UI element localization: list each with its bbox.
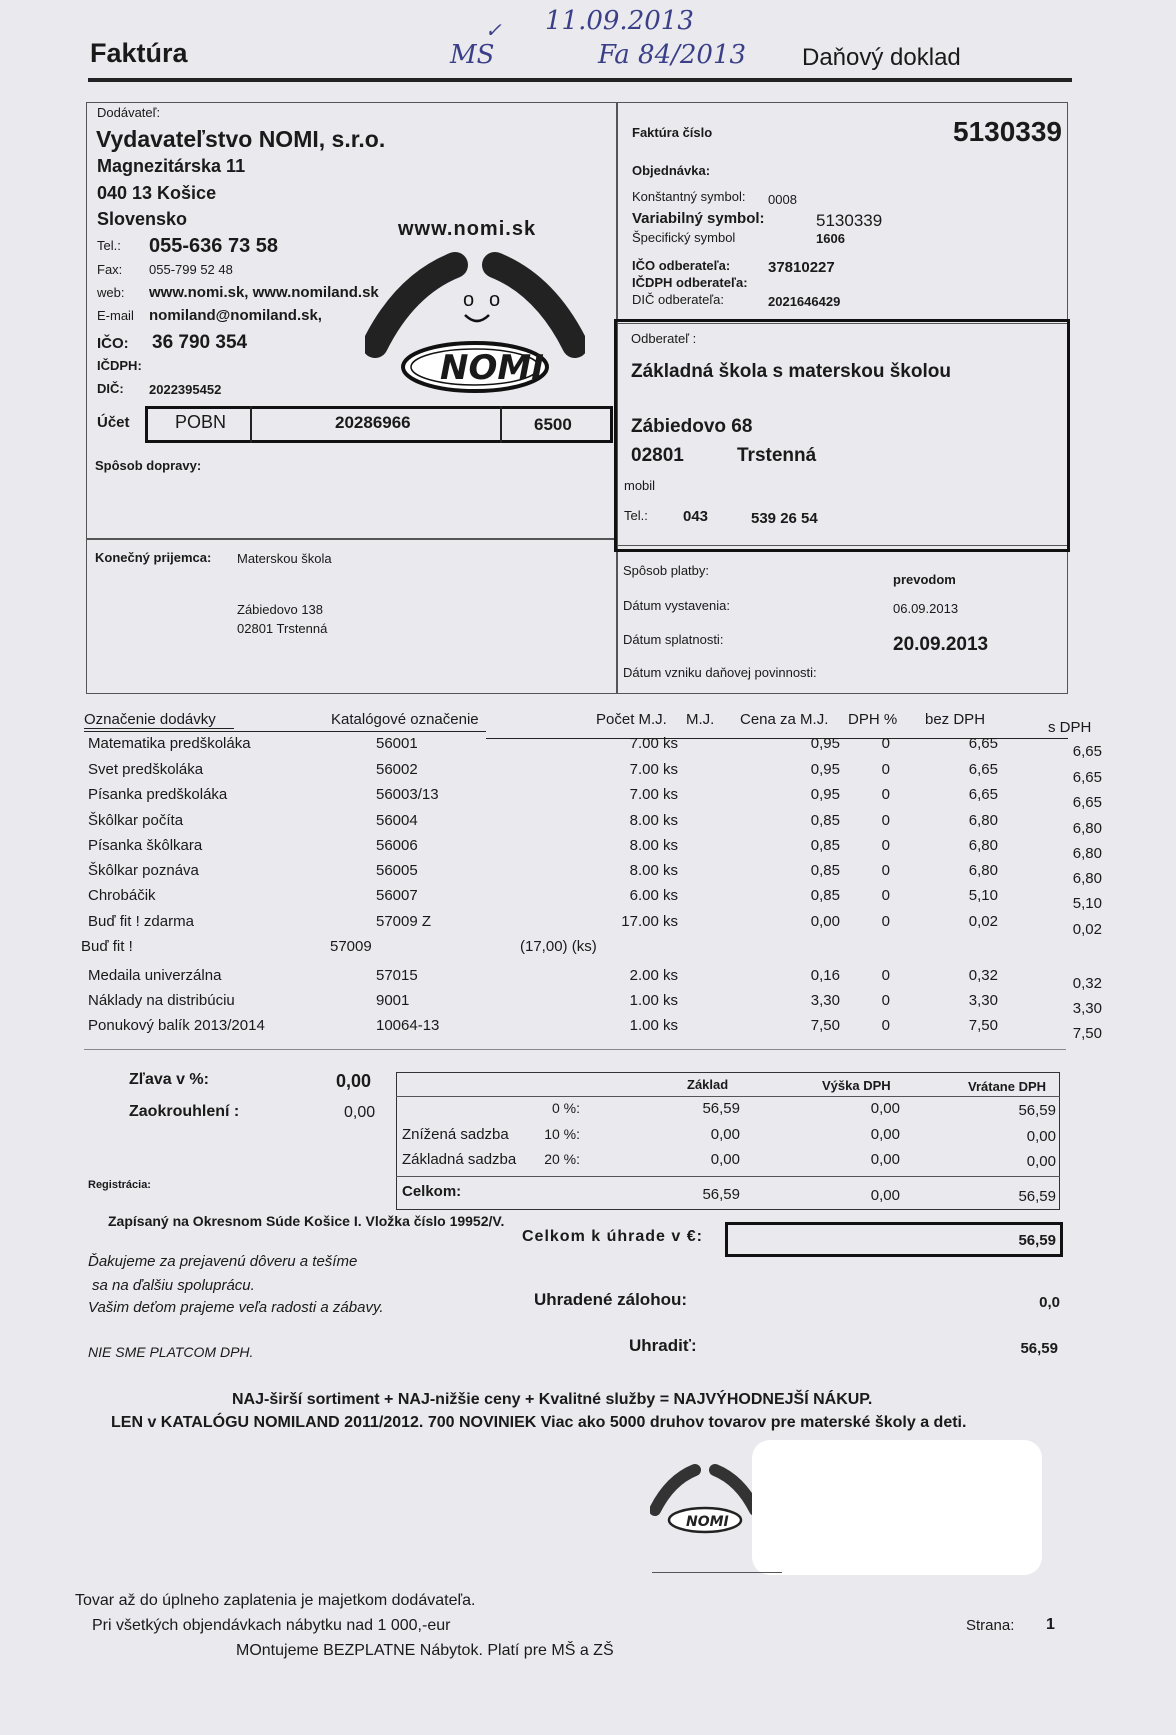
item-qty: 8.00 ks — [629, 837, 678, 854]
handwritten-date: 11.09.2013 — [545, 6, 694, 36]
item-price: 0,85 — [810, 862, 840, 879]
item-vat: 0 — [881, 735, 890, 752]
var-symbol-label: Variabilný symbol: — [632, 210, 765, 227]
transport-label: Spôsob dopravy: — [95, 458, 202, 473]
item-net: 5,10 — [968, 887, 998, 904]
vat-header-base: Základ — [687, 1077, 729, 1092]
item-gross: 3,30 — [1072, 1000, 1102, 1017]
var-symbol: 5130339 — [816, 211, 883, 230]
vat-row-rate: 20 %: — [544, 1151, 580, 1167]
item-code: 56002 — [376, 761, 418, 778]
customer-zip: 02801 — [631, 445, 684, 466]
item-gross: 6,80 — [1072, 820, 1102, 837]
bank-name: POBN — [175, 412, 227, 432]
item-qty: 6.00 ks — [629, 887, 678, 904]
vat-row-vat: 0,00 — [870, 1126, 900, 1143]
table-row — [0, 862, 1176, 886]
item-vat: 0 — [881, 967, 890, 984]
item-code: 56006 — [376, 837, 418, 854]
item-price: 3,30 — [810, 992, 840, 1009]
handwritten-ref: Fa 84/2013 — [598, 40, 747, 70]
item-net: 0,32 — [968, 967, 998, 984]
const-symbol: 0008 — [768, 192, 797, 207]
footer-line-3: MOntujeme BEZPLATNE Nábytok. Platí pre MŠ a ZŠ — [236, 1642, 614, 1659]
item-name: Chrobáčik — [88, 887, 156, 904]
vat-row-label: Základná sadzba — [402, 1151, 517, 1168]
due-date: 20.09.2013 — [893, 634, 989, 655]
vat-summary-divider — [396, 1096, 1060, 1097]
item-qty: 1.00 ks — [629, 992, 678, 1009]
item-name: Buď fit ! zdarma — [88, 913, 194, 930]
item-code: 56004 — [376, 812, 418, 829]
col-header-gross: s DPH — [1048, 719, 1092, 736]
item-price: 0,95 — [810, 786, 840, 803]
dic-buyer: 2021646429 — [768, 294, 841, 309]
const-symbol-label: Konštantný symbol: — [632, 189, 746, 204]
vat-header-vat: Výška DPH — [822, 1078, 891, 1093]
registration-text: Zapísaný na Okresnom Súde Košice I. Vložka číslo 19952/V. — [108, 1213, 505, 1229]
item-net: 7,50 — [968, 1017, 998, 1034]
footer-line-1: Tovar až do úplneho zaplatenia je majetkom dodávateľa. — [75, 1592, 476, 1609]
supplier-fax-label: Fax: — [97, 262, 123, 277]
handwritten-check: ✓ — [485, 18, 502, 42]
vat-row-rate: 10 %: — [544, 1126, 580, 1142]
header-rule — [88, 78, 1072, 82]
item-code: 10064-13 — [376, 1017, 440, 1034]
col-header-unit: M.J. — [686, 711, 715, 728]
issue-date: 06.09.2013 — [893, 601, 959, 616]
vat-total-label: Celkom: — [402, 1183, 462, 1200]
customer-city: Trstenná — [737, 445, 817, 466]
supplier-email-label: E-mail — [97, 308, 134, 323]
item-price: 7,50 — [810, 1017, 840, 1034]
nomi-small-logo — [650, 1460, 760, 1535]
payment-method-label: Spôsob platby: — [623, 563, 710, 578]
col-header-vat: DPH % — [848, 711, 898, 728]
item-vat: 0 — [881, 812, 890, 829]
to-pay-value: 56,59 — [1020, 1340, 1058, 1357]
rounding-label: Zaokrouhlení : — [129, 1103, 240, 1120]
ico-buyer-label: IČO odberateľa: — [632, 258, 731, 273]
vat-row-vat: 0,00 — [870, 1100, 900, 1117]
table-row — [0, 887, 1176, 911]
item-code: 56001 — [376, 735, 418, 752]
vat-row-base: 0,00 — [710, 1126, 740, 1143]
thanks-line-1: Ďakujeme za prejavenú dôveru a tešíme — [88, 1253, 358, 1270]
item-net: 6,65 — [968, 735, 998, 752]
item-qty: 7.00 ks — [629, 735, 678, 752]
customer-label: Odberateľ : — [631, 331, 697, 346]
item-net: 6,80 — [968, 837, 998, 854]
final-recipient-city: 02801 Trstenná — [237, 621, 328, 636]
invoice-number-label: Faktúra číslo — [632, 125, 713, 140]
supplier-tel: 055-636 73 58 — [149, 235, 279, 257]
item-name: Buď fit ! — [81, 938, 133, 955]
item-name: Škôlkar počíta — [88, 812, 184, 829]
customer-mobile-label: mobil — [624, 478, 656, 493]
customer-tel-label: Tel.: — [624, 508, 648, 523]
item-qty: 1.00 ks — [629, 1017, 678, 1034]
item-code: 9001 — [376, 992, 410, 1009]
item-gross: 0,02 — [1072, 921, 1102, 938]
final-recipient-name: Materskou škola — [237, 551, 332, 566]
deposit-label: Uhradené zálohou: — [534, 1290, 688, 1309]
item-price: 0,85 — [810, 837, 840, 854]
registration-label: Registrácia: — [88, 1179, 151, 1191]
issue-date-label: Dátum vystavenia: — [623, 598, 730, 613]
final-recipient-label: Konečný prijemca: — [95, 550, 212, 565]
discount-value: 0,00 — [336, 1071, 372, 1091]
supplier-ico-label: IČO: — [97, 335, 129, 352]
item-vat: 0 — [881, 992, 890, 1009]
page-label: Strana: — [966, 1617, 1015, 1634]
item-net: 6,65 — [968, 786, 998, 803]
item-net: 3,30 — [968, 992, 998, 1009]
account-number: 20286966 — [335, 413, 411, 432]
bank-code: 6500 — [534, 415, 572, 434]
item-qty: 17.00 ks — [621, 913, 678, 930]
icdph-buyer-label: IČDPH odberateľa: — [632, 275, 748, 290]
signature-line — [652, 1572, 782, 1573]
item-qty: 8.00 ks — [629, 862, 678, 879]
website-banner: www.nomi.sk — [398, 218, 537, 240]
customer-name: Základná škola s materskou školou — [631, 361, 951, 382]
item-price: 0,85 — [810, 887, 840, 904]
rounding-value: 0,00 — [344, 1104, 376, 1121]
item-vat: 0 — [881, 786, 890, 803]
customer-tel-prefix: 043 — [683, 508, 709, 525]
tax-date-label: Dátum vzniku daňovej povinnosti: — [623, 665, 817, 680]
item-qty: 8.00 ks — [629, 812, 678, 829]
footer-line-2: Pri všetkých objendávkach nábytku nad 1 000,-eur — [92, 1617, 451, 1634]
invoice-number: 5130339 — [953, 116, 1063, 147]
item-gross: 5,10 — [1072, 895, 1102, 912]
supplier-web-label: web: — [97, 285, 125, 300]
item-name: Matematika predškoláka — [88, 735, 251, 752]
supplier-city: 040 13 Košice — [97, 183, 217, 203]
item-name: Škôlkar poznáva — [88, 862, 199, 879]
item-vat: 0 — [881, 862, 890, 879]
svg-text:NOMI: NOMI — [686, 1514, 729, 1530]
item-price: 0,85 — [810, 812, 840, 829]
spec-symbol: 1606 — [816, 231, 845, 246]
account-divider-1 — [250, 406, 252, 443]
item-vat: 0 — [881, 913, 890, 930]
vat-row-total: 56,59 — [1018, 1102, 1056, 1119]
vat-summary-total-rule — [396, 1176, 1060, 1177]
page-number: 1 — [1046, 1616, 1055, 1633]
item-code: 56007 — [376, 887, 418, 904]
item-vat: 0 — [881, 887, 890, 904]
table-row — [0, 938, 1176, 962]
vat-total-total: 56,59 — [1018, 1188, 1056, 1205]
table-row — [0, 1017, 1176, 1041]
supplier-tel-label: Tel.: — [97, 238, 121, 253]
nomi-logo-text: NOMI — [440, 348, 544, 388]
vat-row-total: 0,00 — [1026, 1128, 1056, 1145]
amount-due-label: Celkom k úhrade v €: — [522, 1228, 703, 1245]
item-gross: 6,80 — [1072, 870, 1102, 887]
col-header-code: Katalógové označenie — [331, 711, 479, 728]
item-code: 56005 — [376, 862, 418, 879]
item-gross: 6,65 — [1072, 769, 1102, 786]
to-pay-label: Uhradiť: — [629, 1336, 697, 1355]
table-row — [0, 761, 1176, 785]
supplier-email: nomiland@nomiland.sk, — [149, 307, 322, 324]
discount-label: Zľava v %: — [129, 1071, 209, 1088]
vat-header-total: Vrátane DPH — [968, 1079, 1047, 1094]
item-gross: 7,50 — [1072, 1025, 1102, 1042]
table-row — [0, 812, 1176, 836]
thanks-line-2: sa na ďalšiu spoluprácu. — [92, 1277, 255, 1294]
vat-row-total: 0,00 — [1026, 1153, 1056, 1170]
item-qty: (17,00) (ks) — [520, 938, 597, 955]
item-gross: 0,32 — [1072, 975, 1102, 992]
item-name: Svet predškoláka — [88, 761, 204, 778]
item-net: 6,80 — [968, 862, 998, 879]
amount-due: 56,59 — [1018, 1232, 1056, 1249]
supplier-dic-label: DIČ: — [97, 381, 124, 396]
supplier-dic: 2022395452 — [149, 382, 222, 397]
table-row — [0, 837, 1176, 861]
item-code: 57015 — [376, 967, 418, 984]
supplier-name: Vydavateľstvo NOMI, s.r.o. — [96, 126, 386, 152]
item-name: Náklady na distribúciu — [88, 992, 235, 1009]
page-title: Faktúra — [90, 38, 188, 68]
item-gross: 6,80 — [1072, 845, 1102, 862]
order-label: Objednávka: — [632, 163, 711, 178]
slogan-line-1: NAJ-širší sortiment + NAJ-nižšie ceny + Kvalitné služby = NAJVÝHODNEJŠÍ NÁKUP. — [232, 1391, 873, 1408]
vat-row-base: 0,00 — [710, 1151, 740, 1168]
not-vat-payer: NIE SME PLATCOM DPH. — [88, 1344, 254, 1360]
due-date-label: Dátum splatnosti: — [623, 632, 724, 647]
vat-total-vat: 0,00 — [870, 1187, 900, 1204]
svg-text:o: o — [463, 289, 475, 311]
vat-row-base: 56,59 — [702, 1100, 740, 1117]
item-price: 0,16 — [810, 967, 840, 984]
account-label: Účet — [97, 414, 130, 431]
item-vat: 0 — [881, 1017, 890, 1034]
supplier-ico: 36 790 354 — [152, 332, 248, 353]
final-recipient-street: Zábiedovo 138 — [237, 602, 324, 617]
thanks-line-3: Vašim deťom prajeme veľa radosti a zábavy. — [88, 1299, 384, 1316]
item-code: 57009 — [330, 938, 372, 955]
item-net: 6,65 — [968, 761, 998, 778]
svg-text:o: o — [489, 289, 501, 311]
supplier-country: Slovensko — [97, 209, 188, 229]
item-gross: 6,65 — [1072, 743, 1102, 760]
item-net: 6,80 — [968, 812, 998, 829]
item-code: 56003/13 — [376, 786, 439, 803]
payment-method: prevodom — [893, 572, 956, 587]
ico-buyer: 37810227 — [768, 259, 835, 276]
vat-row-label: Znížená sadzba — [402, 1126, 509, 1143]
item-qty: 7.00 ks — [629, 786, 678, 803]
item-qty: 7.00 ks — [629, 761, 678, 778]
col-header-qty: Počet M.J. — [596, 711, 667, 728]
slogan-line-2: LEN v KATALÓGU NOMILAND 2011/2012. 700 NOVINIEK Viac ako 5000 druhov tovarov pre materské školy a deti. — [111, 1414, 967, 1431]
items-header-rule-1 — [84, 728, 234, 729]
item-name: Písanka predškoláka — [88, 786, 228, 803]
item-price: 0,95 — [810, 735, 840, 752]
col-header-net: bez DPH — [925, 711, 986, 728]
item-gross: 6,65 — [1072, 794, 1102, 811]
supplier-fax: 055-799 52 48 — [149, 262, 233, 277]
supplier-web: www.nomi.sk, www.nomiland.sk — [149, 284, 379, 301]
doc-type: Daňový doklad — [802, 44, 961, 71]
redacted-stamp — [752, 1440, 1042, 1575]
vat-row-rate: 0 %: — [551, 1100, 580, 1116]
items-bottom-rule — [84, 1049, 1066, 1050]
item-qty: 2.00 ks — [629, 967, 678, 984]
supplier-label: Dodávateľ: — [97, 105, 161, 120]
table-row — [0, 913, 1176, 937]
customer-street: Zábiedovo 68 — [631, 416, 753, 437]
table-row — [0, 786, 1176, 810]
supplier-street: Magnezitárska 11 — [97, 156, 246, 176]
customer-tel: 539 26 54 — [751, 510, 818, 527]
item-name: Ponukový balík 2013/2014 — [88, 1017, 265, 1034]
table-row — [0, 735, 1176, 759]
table-row — [0, 992, 1176, 1016]
item-net: 0,02 — [968, 913, 998, 930]
deposit-value: 0,0 — [1039, 1294, 1060, 1311]
col-header-name: Označenie dodávky — [84, 711, 216, 728]
table-row — [0, 967, 1176, 991]
supplier-icdph-label: IČDPH: — [97, 358, 142, 373]
item-price: 0,95 — [810, 761, 840, 778]
spec-symbol-label: Špecifický symbol — [632, 230, 736, 245]
items-header-rule-2 — [84, 731, 486, 732]
item-code: 57009 Z — [376, 913, 432, 930]
col-header-price: Cena za M.J. — [740, 711, 829, 728]
item-price: 0,00 — [810, 913, 840, 930]
item-name: Písanka škôlkara — [88, 837, 203, 854]
vat-total-base: 56,59 — [702, 1186, 740, 1203]
item-vat: 0 — [881, 837, 890, 854]
handwritten-initials: MS — [450, 40, 495, 70]
vat-row-vat: 0,00 — [870, 1151, 900, 1168]
item-name: Medaila univerzálna — [88, 967, 222, 984]
item-vat: 0 — [881, 761, 890, 778]
account-divider-2 — [500, 406, 502, 443]
dic-buyer-label: DIČ odberateľa: — [632, 292, 724, 307]
